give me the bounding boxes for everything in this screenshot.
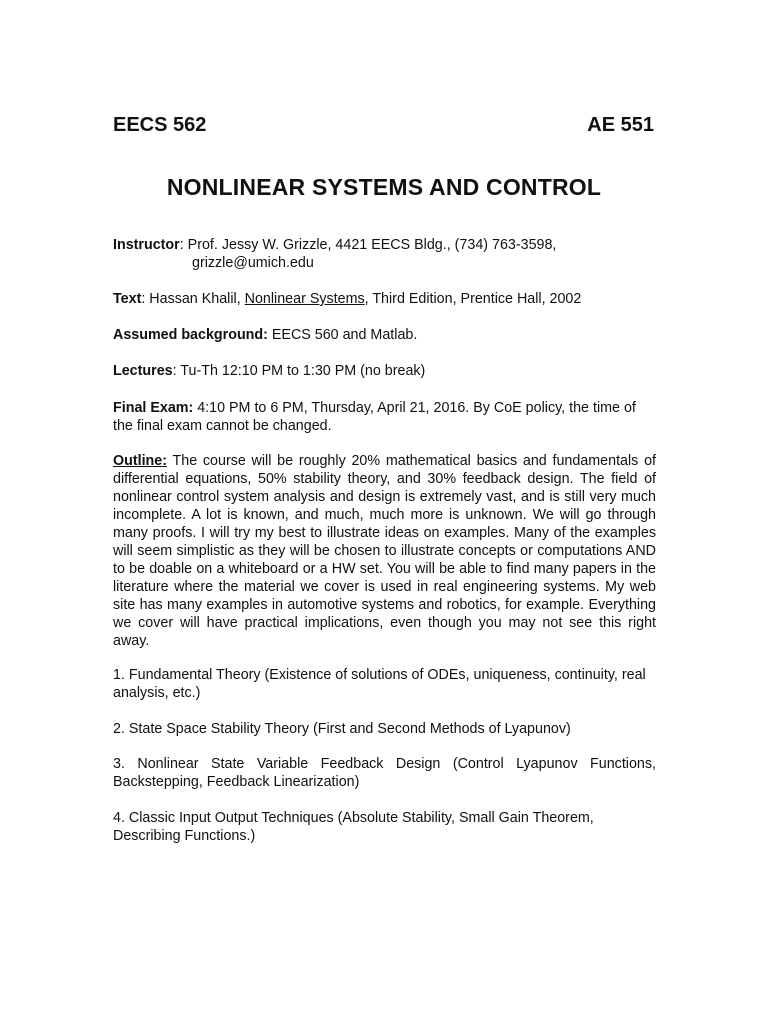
- text-prefix: : Hassan Khalil,: [141, 291, 245, 307]
- outline-label: Outline:: [113, 453, 168, 469]
- textbook-title: Nonlinear Systems: [244, 291, 365, 307]
- outline-section: [113, 452, 656, 650]
- text-suffix: , Third Edition, Prentice Hall, 2002: [364, 291, 582, 307]
- course-title: NONLINEAR SYSTEMS AND CONTROL: [166, 174, 602, 200]
- final-exam-label: Final Exam:: [113, 400, 194, 416]
- instructor-section: [113, 236, 656, 272]
- course-numbers: [113, 112, 654, 138]
- instructor-email: grizzle@umich.edu: [192, 255, 314, 271]
- final-exam-section: [113, 399, 656, 435]
- topic-item-1: 1. Fundamental Theory (Existence of solutions of ODEs, uniqueness, continuity, real analysis, etc.): [113, 667, 646, 701]
- lectures-label: Lectures: [113, 363, 173, 379]
- instructor-label: Instructor: [113, 237, 180, 253]
- course-code-eecs: EECS 562: [113, 114, 207, 136]
- topic-item-4: 4. Classic Input Output Techniques (Absolute Stability, Small Gain Theorem, Describing Functions.): [113, 810, 594, 844]
- text-section: [113, 290, 656, 308]
- course-code-ae: AE 551: [587, 114, 654, 136]
- outline-body: The course will be roughly 20% mathematical basics and fundamentals of differential equations, 50% stability theory, and 30% feedback design. The field of nonlinear control system analysis and design is extremely vast, and is still very much incomplete. A lot is known, and much, much more is unknown. We will go through many proofs. I will try my best to illustrate ideas on examples. Many of the examples will seem simplistic as they will be chosen to illustrate concepts or computations AND to be doable on a whiteboard or a HW set. You will be able to find many papers in the literature where the material we cover is used in real engineering systems. My web site has many examples in automotive systems and robotics, for example. Everything we cover will have practical implications, even though you may not see this right away.: [113, 453, 656, 649]
- instructor-details: : Prof. Jessy W. Grizzle, 4421 EECS Bldg., (734) 763-3598,: [179, 237, 557, 253]
- text-label: Text: [113, 291, 142, 307]
- background-value: EECS 560 and Matlab.: [267, 327, 418, 343]
- background-label: Assumed background:: [113, 327, 268, 343]
- background-section: [113, 326, 656, 344]
- final-exam-value: 4:10 PM to 6 PM, Thursday, April 21, 2016. By CoE policy, the time of the final exam cannot be changed.: [113, 400, 636, 434]
- lectures-value: : Tu-Th 12:10 PM to 1:30 PM (no break): [172, 363, 426, 379]
- topic-item-3: 3. Nonlinear State Variable Feedback Design (Control Lyapunov Functions, Backstepping, Feedback Linearization): [113, 756, 656, 790]
- topic-item-2: 2. State Space Stability Theory (First and Second Methods of Lyapunov): [113, 721, 571, 737]
- lectures-section: [113, 362, 656, 380]
